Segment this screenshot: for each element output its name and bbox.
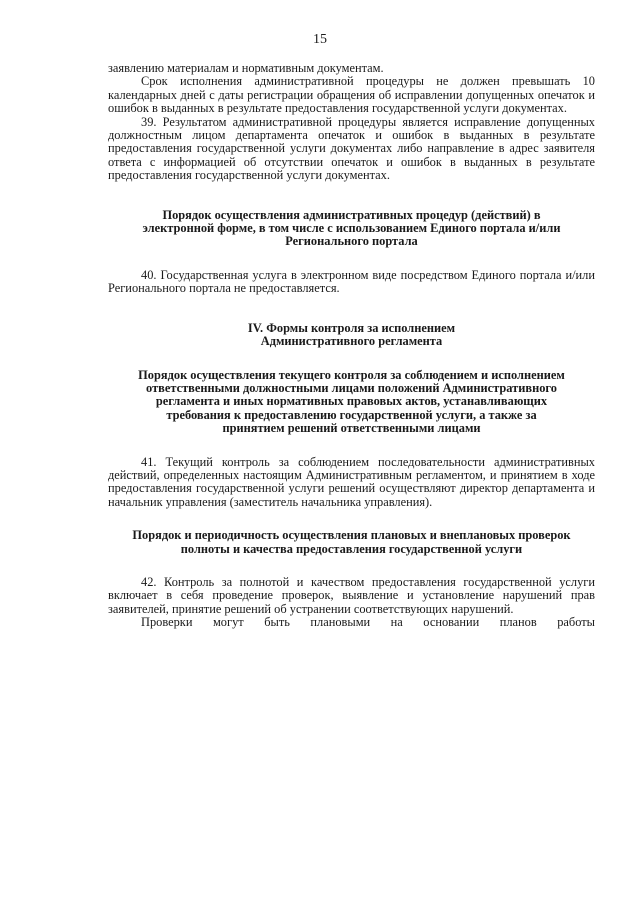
page-number: 15 — [313, 32, 327, 47]
paragraph-39: 39. Результатом административной процедуры является исправление допущенных должностным лицом департамента опечаток и ошибок в выданных в результате предоставления государственной услуги документах либо направление в адрес заявителя ответа с информацией об отсутствии опечаток и ошибок в выданных в результате предоставления государственной услуги документах. — [108, 114, 595, 183]
heading-inspections: Порядок и периодичность осуществления плановых и внеплановых проверок полноты и качества предоставления государственной услуги — [132, 528, 571, 556]
heading-electronic-procedures: Порядок осуществления административных процедур (действий) в электронной форме, в том числе с использованием Единого портала и/или Регионального портала — [142, 207, 561, 249]
paragraph-checks: Проверки могут быть плановыми на основании планов работы — [141, 615, 595, 630]
paragraph-continuation: заявлению материалам и нормативным документам. — [108, 61, 384, 75]
heading-current-control: Порядок осуществления текущего контроля за соблюдением и исполнением ответственными должностными лицами положений Административного регламента и иных нормативных правовых актов, устанавливающих требования к предоставлению государственной услуги, а также за принятием решений ответственными лицами — [138, 367, 565, 436]
heading-section-iv: IV. Формы контроля за исполнением Административного регламента — [247, 320, 456, 349]
paragraph-42: 42. Контроль за полнотой и качеством предоставления государственной услуги включает в себя проведение проверок, выявление и установление нарушений прав заявителей, принятие решений об устранении соответствующих нарушений. — [108, 574, 595, 616]
paragraph-41: 41. Текущий контроль за соблюдением последовательности административных действий, определенных настоящим Административным регламентом, и принятием в ходе предоставления государственной услуги решений осуществляют директор департамента и начальник управления (заместитель начальника управления). — [108, 454, 595, 509]
paragraph-term: Срок исполнения административной процедуры не должен превышать 10 календарных дней с даты регистрации обращения об исправлении допущенных опечаток и ошибок в выданных в результате предоставления государственной услуги документах. — [108, 74, 595, 116]
paragraph-40: 40. Государственная услуга в электронном виде посредством Единого портала и/или Регионального портала не предоставляется. — [108, 267, 595, 296]
document-body — [108, 62, 595, 630]
